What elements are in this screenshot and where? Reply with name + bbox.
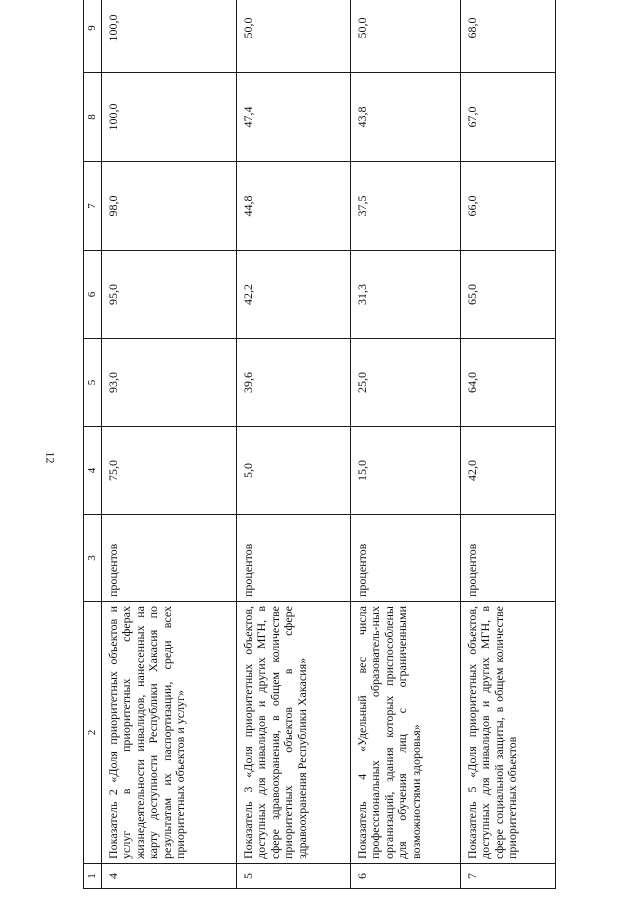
value-cell: 44,8 (237, 162, 351, 251)
table-row (351, 0, 461, 889)
indicator-text: Показатель 2 «Доля приоритетных объектов и услуг в приоритетных сферах жизнедеятельности инвалидов, нанесенных на карту доступности Республики Хакасия по результатам их паспортизации, среди всех приоритетных объектов и услуг» (102, 602, 237, 864)
value-cell: 68,0 (461, 0, 556, 73)
indicator-text: Показатель 5 «Доля приоритетных объектов, доступных для инвалидов и других МГН, в сфере социальной защиты, в общем количестве приоритетных объектов (461, 602, 556, 864)
unit-cell: процентов (237, 515, 351, 602)
table-row (237, 0, 351, 889)
value-cell: 50,0 (237, 0, 351, 73)
value-cell: 95,0 (102, 251, 237, 339)
value-cell: 93,0 (102, 339, 237, 427)
indicators-table (83, 0, 555, 889)
value-cell: 25,0 (351, 339, 461, 427)
value-cell: 75,0 (102, 427, 237, 515)
indicator-text: Показатель 4 «Удельный вес числа профессиональных образователь-ных организаций, здания которых приспособлены для обучения лиц с ограниченными возможностями здоровья» (351, 602, 461, 864)
row-number: 6 (351, 864, 461, 889)
column-number-cell: 2 (84, 602, 102, 864)
value-cell: 65,0 (461, 251, 556, 339)
row-number: 5 (237, 864, 351, 889)
column-number-cell: 9 (84, 0, 102, 73)
value-cell: 67,0 (461, 73, 556, 162)
column-number-cell: 7 (84, 162, 102, 251)
value-cell: 42,2 (237, 251, 351, 339)
value-cell: 100,0 (102, 0, 237, 73)
value-cell: 64,0 (461, 339, 556, 427)
table-row (461, 0, 556, 889)
table-row (102, 0, 237, 889)
unit-cell: процентов (102, 515, 237, 602)
value-cell: 98,0 (102, 162, 237, 251)
column-number-cell: 6 (84, 251, 102, 339)
value-cell: 43,8 (351, 73, 461, 162)
column-number-cell: 1 (84, 864, 102, 889)
value-cell: 50,0 (351, 0, 461, 73)
value-cell: 42,0 (461, 427, 556, 515)
value-cell: 37,5 (351, 162, 461, 251)
column-number-cell: 8 (84, 73, 102, 162)
column-number-cell: 4 (84, 427, 102, 515)
indicators-table-grid (83, 0, 556, 889)
unit-cell: процентов (461, 515, 556, 602)
unit-cell: процентов (351, 515, 461, 602)
row-number: 7 (461, 864, 556, 889)
value-cell: 39,6 (237, 339, 351, 427)
column-number-cell: 5 (84, 339, 102, 427)
column-number-row (84, 0, 102, 889)
value-cell: 15,0 (351, 427, 461, 515)
value-cell: 100,0 (102, 73, 237, 162)
row-number: 4 (102, 864, 237, 889)
value-cell: 66,0 (461, 162, 556, 251)
value-cell: 47,4 (237, 73, 351, 162)
value-cell: 31,3 (351, 251, 461, 339)
value-cell: 5,0 (237, 427, 351, 515)
indicator-text: Показатель 3 «Доля приоритетных объектов, доступных для инвалидов и других МГН, в сфере здравоохранения, в общем количестве приоритетных объектов в сфере здравоохранения Республики Хакасия» (237, 602, 351, 864)
page-number-text: 12 (43, 451, 58, 463)
column-number-cell: 3 (84, 515, 102, 602)
page-number (42, 445, 58, 469)
